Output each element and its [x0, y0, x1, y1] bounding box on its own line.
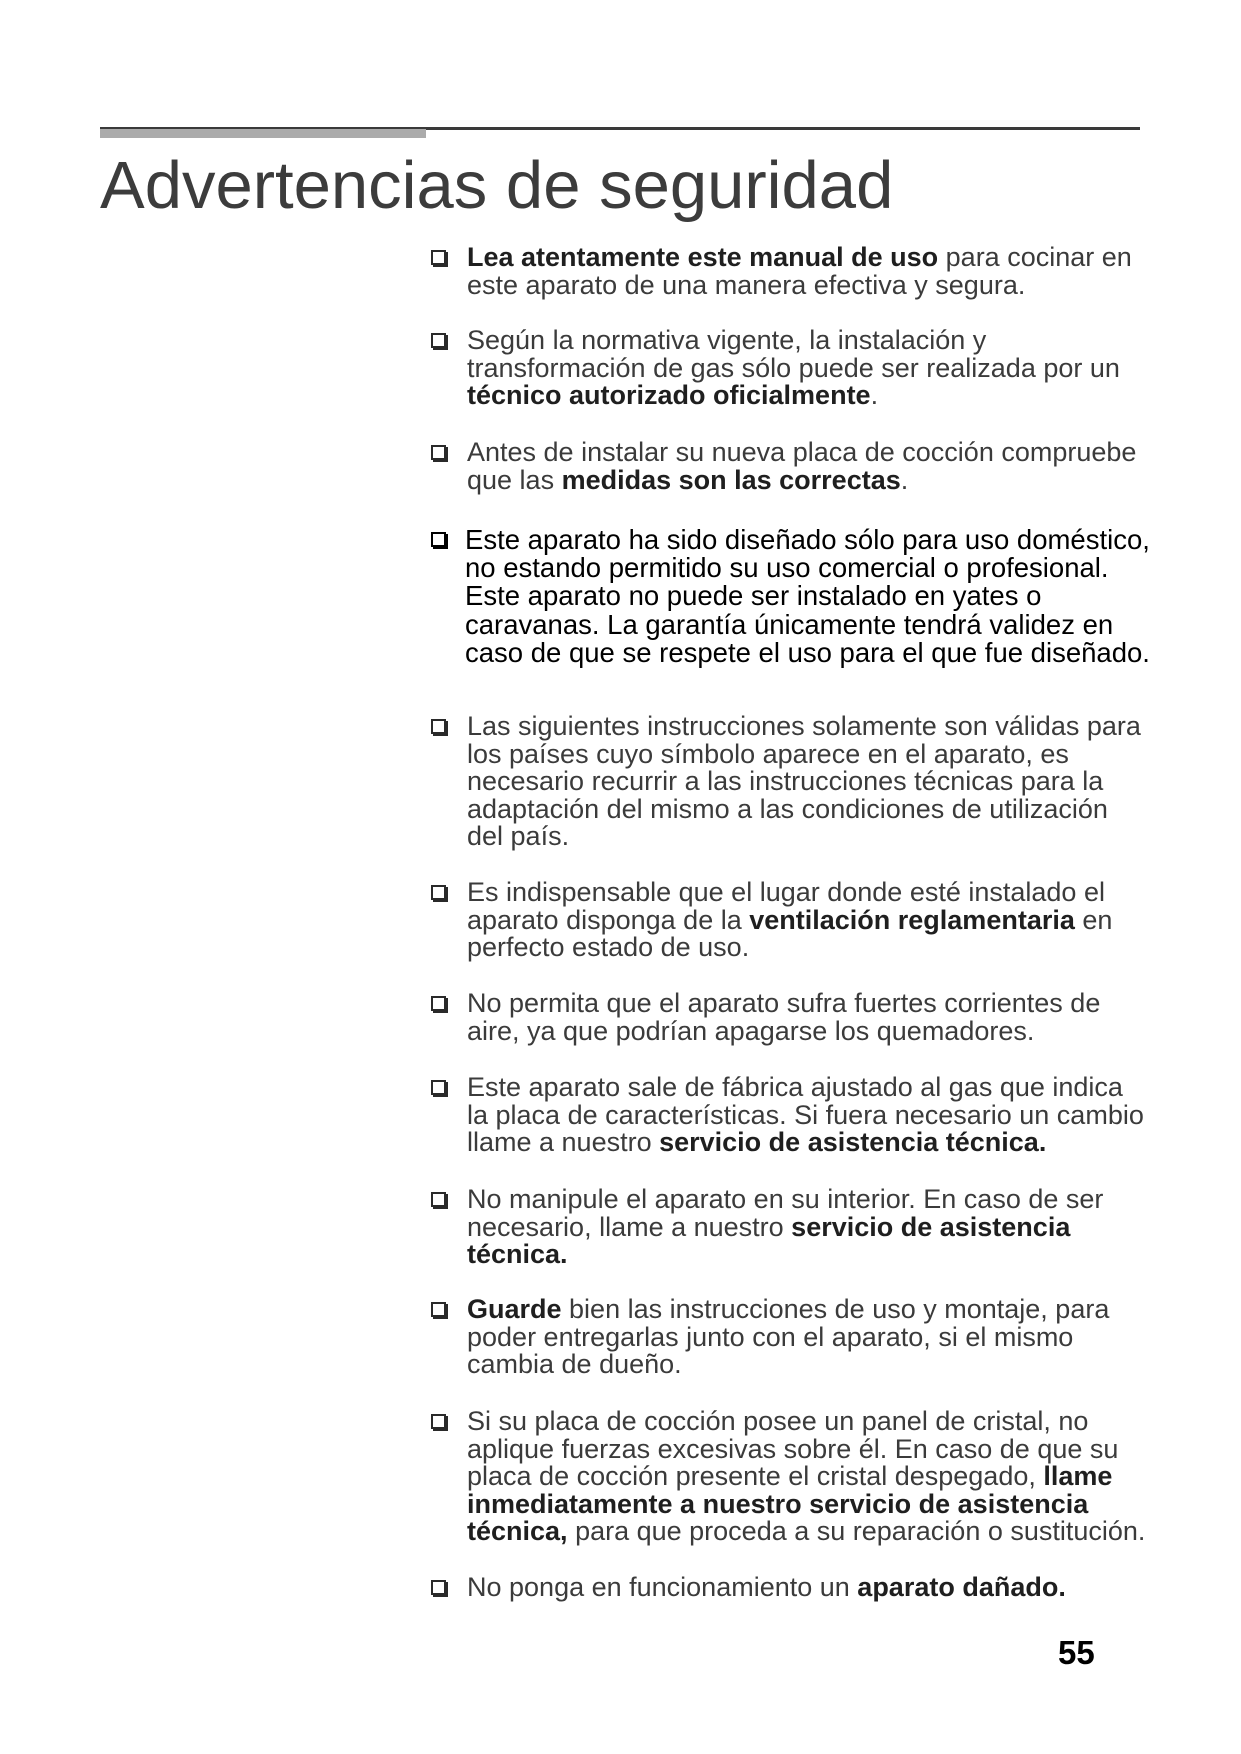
text-run: los países cuyo símbolo aparece en el aparato, es — [467, 738, 1069, 769]
text-run: perfecto estado de uso. — [467, 932, 750, 963]
text-line — [467, 1015, 1100, 1046]
warning-text — [467, 439, 1136, 494]
text-run: No ponga en funcionamiento un — [467, 1572, 858, 1602]
text-run: Si su placa de cocción posee un panel de cristal, no — [467, 1406, 1089, 1436]
checkbox-icon — [431, 885, 446, 900]
text-line — [467, 823, 1141, 851]
checkbox-icon — [431, 719, 446, 734]
text-run: Antes de instalar su nueva placa de cocción compruebe — [467, 437, 1137, 467]
text-line — [467, 1241, 1103, 1269]
text-line — [465, 526, 1150, 554]
warning-text — [467, 1186, 1103, 1269]
text-line — [467, 793, 1141, 824]
text-line — [467, 269, 1132, 300]
checkbox-icon — [431, 1302, 446, 1317]
text-line — [465, 636, 1150, 668]
warning-text — [467, 713, 1141, 851]
checkbox-icon — [431, 996, 446, 1011]
text-line — [467, 244, 1132, 272]
text-line — [467, 1433, 1145, 1464]
text-line — [467, 1351, 1109, 1379]
text-run: Las siguientes instrucciones solamente son válidas para — [467, 711, 1141, 741]
text-run: no estando permitido su uso comercial o profesional. — [465, 552, 1109, 584]
text-run: Este aparato no puede ser instalado en yates o — [465, 580, 1042, 612]
text-line — [465, 554, 1150, 582]
bold-text: técnica. — [467, 1239, 568, 1270]
bold-text: aparato dañado. — [857, 1572, 1066, 1602]
warning-text — [467, 879, 1112, 962]
checkbox-icon — [431, 445, 446, 460]
bold-text: llame — [1043, 1461, 1113, 1492]
bold-text: ventilación reglamentaria — [749, 904, 1075, 935]
bold-text: Lea atentamente este manual de uso — [467, 242, 939, 272]
text-run: aparato disponga de la — [467, 904, 750, 935]
text-run: Según la normativa vigente, la instalación y — [467, 325, 987, 355]
text-line — [467, 439, 1136, 467]
text-run: llame a nuestro — [467, 1127, 660, 1158]
text-line — [467, 990, 1100, 1018]
checkbox-icon — [431, 1414, 446, 1429]
bold-text: medidas son las correctas — [561, 464, 901, 495]
text-line — [467, 1186, 1103, 1214]
text-line — [467, 1574, 1066, 1602]
text-run: No permita que el aparato sufra fuertes corrientes de — [467, 988, 1101, 1018]
text-line — [467, 464, 1136, 495]
text-line — [467, 1211, 1103, 1242]
text-run: poder entregarlas junto con el aparato, si el mismo — [467, 1321, 1074, 1352]
bold-text: servicio de asistencia — [791, 1211, 1071, 1242]
text-line — [465, 608, 1150, 640]
bold-text: Guarde — [467, 1294, 562, 1324]
checkbox-icon — [431, 250, 446, 265]
page-number: 55 — [1058, 1634, 1095, 1671]
checkbox-icon — [431, 1580, 446, 1595]
text-line — [467, 1488, 1145, 1519]
text-line — [467, 1463, 1145, 1491]
warning-text — [467, 1074, 1144, 1157]
text-line — [467, 1408, 1145, 1436]
text-run: aplique fuerzas excesivas sobre él. En caso de que su — [467, 1433, 1119, 1464]
text-run: No manipule el aparato en su interior. En caso de ser — [467, 1184, 1104, 1214]
text-run: que las — [467, 464, 562, 495]
text-run: . — [870, 380, 879, 411]
warning-text — [467, 1574, 1066, 1602]
page-title: Advertencias de seguridad — [100, 148, 894, 223]
checkbox-icon — [431, 532, 446, 547]
bold-text: inmediatamente a nuestro servicio de asistencia — [467, 1488, 1089, 1519]
text-run: placa de cocción presente el cristal despegado, — [467, 1461, 1044, 1492]
text-run: este aparato de una manera efectiva y segura. — [467, 269, 1026, 300]
warning-text — [467, 1296, 1109, 1379]
text-run: del país. — [467, 821, 570, 852]
text-line — [467, 738, 1141, 769]
text-run: necesario recurrir a las instrucciones técnicas para la — [467, 766, 1104, 797]
warning-text — [465, 526, 1150, 667]
text-line — [467, 768, 1141, 796]
text-run: en — [1074, 904, 1113, 935]
text-run: para que proceda a su reparación o sustitución. — [567, 1516, 1146, 1547]
text-run: transformación de gas sólo puede ser realizada por un — [467, 352, 1120, 383]
bold-text: técnico autorizado oficialmente — [467, 380, 871, 411]
text-line — [467, 352, 1120, 383]
bold-text: servicio de asistencia técnica. — [659, 1127, 1047, 1158]
text-line — [467, 1129, 1144, 1157]
checkbox-icon — [431, 1080, 446, 1095]
text-line — [467, 327, 1120, 355]
text-run: Este aparato ha sido diseñado sólo para uso doméstico, — [465, 524, 1150, 555]
text-line — [467, 1321, 1109, 1352]
checkbox-icon — [431, 333, 446, 348]
warning-text — [467, 1408, 1145, 1546]
warning-text — [467, 327, 1120, 410]
text-run: aire, ya que podrían apagarse los quemadores. — [467, 1015, 1035, 1046]
text-line — [467, 1099, 1144, 1130]
text-line — [467, 382, 1120, 410]
text-run: Es indispensable que el lugar donde esté instalado el — [467, 877, 1105, 907]
warning-text — [467, 990, 1100, 1045]
bold-text: técnica, — [467, 1516, 568, 1547]
text-line — [467, 1074, 1144, 1102]
text-run: cambia de dueño. — [467, 1349, 682, 1380]
text-line — [467, 713, 1141, 741]
text-line — [467, 1518, 1145, 1546]
text-line — [467, 1296, 1109, 1324]
text-line — [467, 904, 1113, 935]
text-line — [467, 879, 1112, 907]
text-run: la placa de características. Si fuera necesario un cambio — [467, 1099, 1144, 1130]
text-line — [467, 934, 1112, 962]
checkbox-icon — [431, 1192, 446, 1207]
text-run: Este aparato sale de fábrica ajustado al gas que indica — [467, 1072, 1123, 1102]
text-run: para cocinar en — [938, 242, 1132, 272]
text-run: necesario, llame a nuestro — [467, 1211, 792, 1242]
text-run: adaptación del mismo a las condiciones de utilización — [467, 793, 1108, 824]
text-run: . — [900, 464, 909, 495]
text-line — [465, 582, 1150, 610]
text-run: caravanas. La garantía únicamente tendrá validez en — [465, 608, 1114, 640]
text-run: bien las instrucciones de uso y montaje, para — [561, 1294, 1110, 1324]
warning-text — [467, 244, 1132, 299]
text-run: caso de que se respete el uso para el que fue diseñado. — [465, 636, 1150, 668]
